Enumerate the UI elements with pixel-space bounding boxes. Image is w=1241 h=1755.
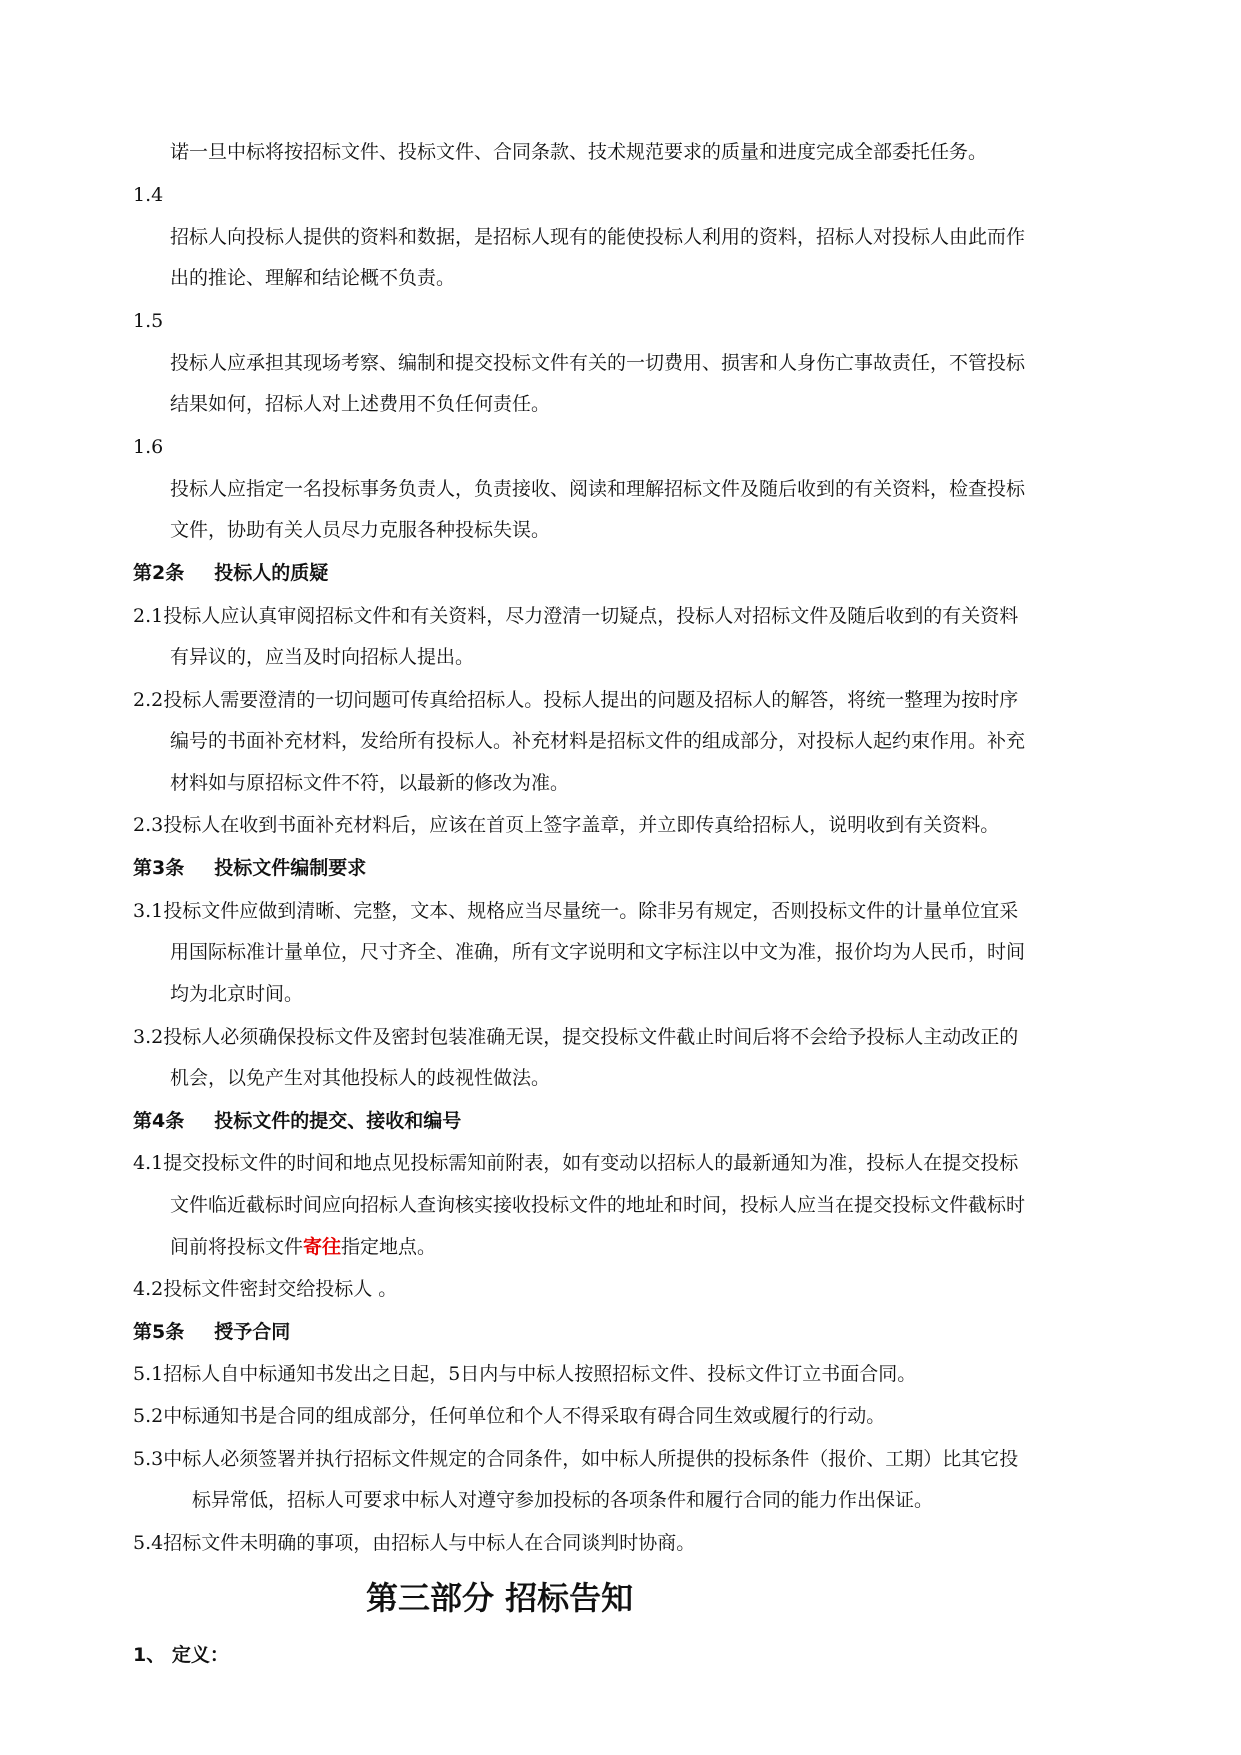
paragraph-line: 招标人向投标人提供的资料和数据，是招标人现有的能使投标人利用的资料，招标人对投标人由此而作 [170,226,1026,248]
paragraph-line: 用国际标准计量单位，尺寸齐全、准确，所有文字说明和文字标注以中文为准，报价均为人民币，时间 [170,941,1026,963]
section-title: 投标人的质疑 [214,562,329,584]
paragraph-line: 5.4招标文件未明确的事项，由招标人与中标人在合同谈判时协商。 [133,1532,696,1554]
paragraph-line: 文件，协助有关人员尽力克服各种投标失误。 [170,519,551,541]
section-number: 第5条 [133,1321,185,1343]
paragraph-line: 诺一旦中标将按招标文件、投标文件、合同条款、技术规范要求的质量和进度完成全部委托任务。 [170,141,988,163]
paragraph-line: 投标人应指定一名投标事务负责人，负责接收、阅读和理解招标文件及随后收到的有关资料，检查投标 [170,478,1026,500]
text-run: 间前将投标文件 [170,1236,304,1258]
paragraph-line: 2.3投标人在收到书面补充材料后，应该在首页上签字盖章，并立即传真给招标人，说明收到有关资料。 [133,814,1000,836]
item-number: 1.4 [133,184,164,206]
paragraph-line: 有异议的，应当及时向招标人提出。 [170,646,475,668]
paragraph-line: 出的推论、理解和结论概不负责。 [170,267,456,289]
section-heading [133,856,366,880]
section-number: 第4条 [133,1110,185,1132]
paragraph-line: 5.2中标通知书是合同的组成部分，任何单位和个人不得采取有碍合同生效或履行的行动。 [133,1405,886,1427]
section-title: 投标文件编制要求 [214,857,367,879]
item-number: 1.5 [133,310,164,332]
paragraph-line: 投标人应承担其现场考察、编制和提交投标文件有关的一切费用、损害和人身伤亡事故责任，不管投标 [170,352,1026,374]
paragraph-line: 标异常低，招标人可要求中标人对遵守参加投标的各项条件和履行合同的能力作出保证。 [192,1489,934,1511]
section-title: 投标文件的提交、接收和编号 [214,1110,462,1132]
paragraph-line: 材料如与原招标文件不符，以最新的修改为准。 [170,772,570,794]
paragraph-line: 编号的书面补充材料，发给所有投标人。补充材料是招标文件的组成部分，对投标人起约束作用。补充 [170,730,1026,752]
paragraph-line: 文件临近截标时间应向招标人查询核实接收投标文件的地址和时间，投标人应当在提交投标文件截标时 [170,1194,1026,1216]
paragraph-line: 4.1提交投标文件的时间和地点见投标需知前附表，如有变动以招标人的最新通知为准，投标人在提交投标 [133,1152,1019,1174]
paragraph-line: 3.2投标人必须确保投标文件及密封包装准确无误，提交投标文件截止时间后将不会给予投标人主动改正的 [133,1026,1019,1048]
paragraph-line: 均为北京时间。 [170,983,304,1005]
part-title: 第三部分 招标告知 [366,1579,634,1617]
paragraph-line: 机会，以免产生对其他投标人的歧视性做法。 [170,1067,551,1089]
text-run: 指定地点。 [341,1236,437,1258]
paragraph-line [170,1235,436,1259]
section-number: 第3条 [133,857,185,879]
paragraph-line: 结果如何，招标人对上述费用不负任何责任。 [170,393,551,415]
section-number: 第2条 [133,562,185,584]
paragraph-line: 3.1投标文件应做到清晰、完整，文本、规格应当尽量统一。除非另有规定，否则投标文件的计量单位宜采 [133,900,1019,922]
paragraph-line: 5.1招标人自中标通知书发出之日起，5日内与中标人按照招标文件、投标文件订立书面合同。 [133,1363,917,1385]
paragraph-line: 5.3中标人必须签署并执行招标文件规定的合同条件，如中标人所提供的投标条件（报价、工期）比其它投 [133,1448,1019,1470]
paragraph-line: 2.2投标人需要澄清的一切问题可传真给招标人。投标人提出的问题及招标人的解答，将统一整理为按时序 [133,689,1019,711]
item-number: 1.6 [133,436,164,458]
section-heading [133,1320,290,1344]
paragraph-line: 2.1投标人应认真审阅招标文件和有关资料，尽力澄清一切疑点，投标人对招标文件及随后收到的有关资料 [133,605,1019,627]
definition-heading: 1、 定义： [133,1644,229,1666]
section-heading [133,561,328,585]
paragraph-line: 4.2投标文件密封交给投标人 。 [133,1278,398,1300]
section-heading [133,1109,461,1133]
section-title: 授予合同 [214,1321,291,1343]
highlighted-text: 寄往 [303,1236,342,1258]
